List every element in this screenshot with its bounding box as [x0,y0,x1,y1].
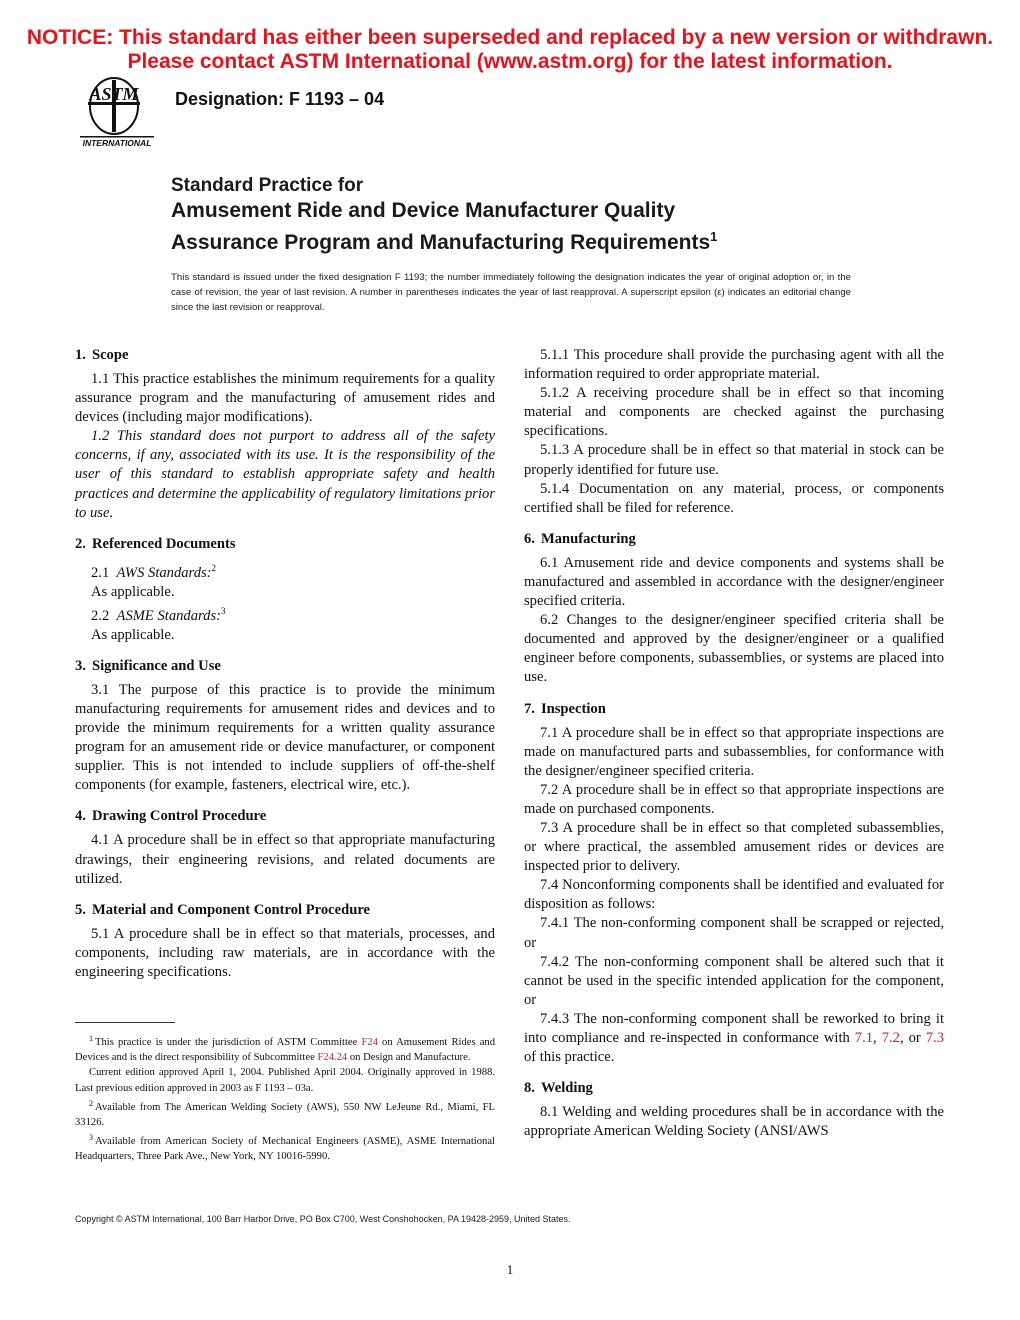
section-material-control [75,901,495,982]
paragraph: 1.1 This practice establishes the minimum requirements for a quality assurance program and the manufacturing of amusement rides and devices (including major modifications). [75,371,495,426]
section-referenced-documents [75,535,495,645]
paragraph: 7.3 A procedure shall be in effect so that completed subassemblies, or where practical, the assembled amusement rides or devices are inspected prior to delivery. [524,819,944,875]
paragraph: 5.1 A procedure shall be in effect so that materials, processes, and components, including raw materials, are in accordance with the engineering specifications. [75,925,495,980]
notice-line-1: NOTICE: This standard has either been superseded and replaced by a new version or withdrawn. [26,26,994,49]
section-heading: 6. Manufacturing [524,530,636,547]
section-heading: 1. Scope [75,347,129,363]
section-heading: 7. Inspection [524,700,606,717]
link-7-1[interactable]: 7.1 [854,1030,874,1046]
reference-aws-text: As applicable. [91,583,175,600]
paragraph: 6.1 Amusement ride and device components and systems shall be manufactured and assembled in accordance with the designer/engineer specified criteria. [524,554,944,610]
paragraph: 7.4 Nonconforming components shall be identified and evaluated for disposition as follows: [524,877,944,913]
committee-link[interactable]: F24 [361,1037,378,1048]
section-heading: 8. Welding [524,1080,593,1097]
section-scope [75,346,495,523]
notice-banner [0,26,1020,74]
logo-subtext: INTERNATIONAL [82,138,152,148]
paragraph: 7.2 A procedure shall be in effect so that appropriate inspections are made on purchased components. [524,781,944,817]
section-heading: 5. Material and Component Control Procedure [75,901,371,918]
section-drawing-control [75,807,495,888]
paragraph: 1.2 This standard does not purport to address all of the safety concerns, if any, associated with its use. It is the responsibility of the user of this standard to establish appropriate safety and health practices and determine the applicability of regulatory limitations prior to use. [75,428,495,521]
section-heading: 3. Significance and Use [75,657,221,674]
section-manufacturing [524,530,944,688]
title-line-2: Assurance Program and Manufacturing Requirements$^1$ [171,229,718,254]
subcommittee-link[interactable]: F24.24 [317,1052,348,1064]
reference-asme: 2.2 ASME Standards:$^3$ [91,605,226,624]
designation: Designation: F 1193 – 04 [175,89,385,109]
section-heading: 4. Drawing Control Procedure [75,808,267,825]
copyright: Copyright © ASTM International, 100 Barr Harbor Drive, PO Box C700, West Conshohocken, PA 19428-2959, United States. [75,1214,571,1224]
title-footnote-ref[interactable]: 1 [710,229,718,244]
left-column [75,346,495,994]
section-welding [524,1079,944,1141]
footnote-divider [75,1022,175,1023]
title-line-1: Amusement Ride and Device Manufacturer Quality [171,199,676,222]
reference-asme-text: As applicable. [91,626,175,643]
paragraph: 7.1 A procedure shall be in effect so that appropriate inspections are made on manufactured parts and subassemblies, for conformance with the designer/engineer specified criteria. [524,724,944,779]
paragraph: 7.4.3 The non-conforming component shall be reworked to bring it into compliance and re-inspected in conformance with 7.1, 7.2, or 7.3 of this practice. [524,1010,945,1066]
paragraph: 3.1 The purpose of this practice is to provide the minimum manufacturing requirements for amusement rides and devices and to provide the minimum requirements for a written quality assurance program for an amusement ride or device manufacturer, or component supplier. This is not intended to include suppliers of off-the-shelf components (for example, fasteners, electrical wire, etc.). [75,681,495,794]
document-title [171,174,717,256]
link-7-2[interactable]: 7.2 [881,1030,900,1046]
footnote-1b: Current edition approved April 1, 2004. Published April 2004. Originally approved in 1988. Last previous edition approved in 2003 as F 1193 – 03a. [75,1067,495,1094]
paragraph: 5.1.1 This procedure shall provide the purchasing agent with all the information required to order appropriate material. [524,347,944,383]
paragraph: 6.2 Changes to the designer/engineer specified criteria shall be documented and approved by the designer/engineer or a qualified engineer before components, subassemblies, or systems are placed into use. [524,612,944,686]
reference-aws: 2.1 AWS Standards:$^2$ [91,562,217,581]
link-7-3[interactable]: 7.3 [925,1030,945,1046]
section-inspection [524,700,944,1068]
paragraph: 7.4.2 The non-conforming component shall be altered such that it cannot be used in the specific intended application for the component, or [524,953,944,1008]
right-column [524,346,944,1153]
issue-note: This standard is issued under the fixed designation F 1193; the number immediately following the designation indicates the year of original adoption or, in the case of revision, the year of last revision. A number in parentheses indicates the year of last reapproval. A superscript epsilon (ε) indicates an editorial change since the last revision or reapproval. [171,272,851,313]
notice-line-2: Please contact ASTM International (www.astm.org) for the latest information. [127,50,893,73]
paragraph: 8.1 Welding and welding procedures shall be in accordance with the appropriate American Welding Society (ANSI/AWS [524,1104,944,1140]
section-significance [75,657,495,796]
footnotes [75,1031,495,1165]
logo-text: ASTM [89,84,139,104]
page-number: 1 [506,1262,514,1277]
footnote-3: $^3$ Available from American Society of Mechanical Engineers (ASME), ASME International Headquarters, Three Park Ave., New York, NY 10016-5990. [75,1133,495,1163]
title-lead: Standard Practice for [171,175,364,196]
footnote-1: $^1$ This practice is under the jurisdiction of ASTM Committee F24 on Amusement Rides and Devices and is the direct responsibility of Subcommittee F24.24 on Design and Manufacture. [75,1034,495,1064]
astm-logo [72,74,162,150]
paragraph: 7.4.1 The non-conforming component shall be scrapped or rejected, or [524,915,944,951]
paragraph: 5.1.4 Documentation on any material, process, or components certified shall be filed for reference. [524,480,944,516]
paragraph: 4.1 A procedure shall be in effect so that appropriate manufacturing drawings, their engineering revisions, and related documents are utilized. [75,832,495,887]
section-material-control-cont [524,346,944,518]
footnote-2: $^2$ Available from The American Welding Society (AWS), 550 NW LeJeune Rd., Miami, FL 33126. [75,1098,495,1129]
paragraph: 5.1.3 A procedure shall be in effect so that material in stock can be properly identified for future use. [524,442,944,478]
section-heading: 2. Referenced Documents [75,535,236,552]
paragraph: 5.1.2 A receiving procedure shall be in effect so that incoming material and components are checked against the purchasing specifications. [524,385,944,440]
